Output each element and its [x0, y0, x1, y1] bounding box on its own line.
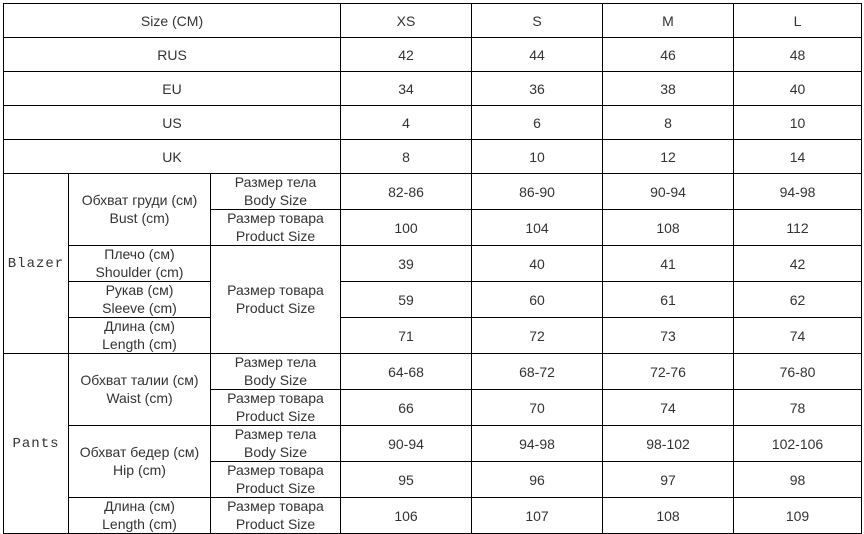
pants-hip-label — [69, 426, 211, 498]
measure-value: 41 — [603, 246, 734, 282]
measure-value: 98-102 — [603, 426, 734, 462]
measure-label-ru: Обхват груди (см) — [81, 192, 198, 209]
conversion-value: 36 — [472, 72, 603, 106]
measure-label-ru: Плечо (см) — [104, 246, 175, 263]
blazer-category-label: Blazer — [4, 174, 69, 354]
size-type-ru: Размер товара — [227, 498, 324, 515]
size-type-en: Body Size — [243, 371, 308, 388]
measure-label-ru: Длина (см) — [104, 318, 175, 335]
measure-value: 106 — [341, 498, 472, 534]
body-size-label — [211, 174, 341, 210]
measure-value: 74 — [734, 318, 862, 354]
blazer-sleeve-label — [69, 282, 211, 318]
size-type-en: Product Size — [235, 479, 316, 496]
conversion-system-label: RUS — [4, 38, 341, 72]
product-size-label — [211, 390, 341, 426]
measure-value: 78 — [734, 390, 862, 426]
measure-label-ru: Длина (см) — [104, 498, 175, 515]
conversion-row-eu — [4, 72, 862, 106]
blazer-length-row — [4, 318, 862, 354]
conversion-value: 38 — [603, 72, 734, 106]
measure-value: 72 — [472, 318, 603, 354]
blazer-bust-body-row — [4, 174, 862, 210]
measure-value: 90-94 — [341, 426, 472, 462]
measure-value: 86-90 — [472, 174, 603, 210]
conversion-value: 12 — [603, 140, 734, 174]
size-type-ru: Размер товара — [227, 462, 324, 479]
pants-category-label: Pants — [4, 354, 69, 534]
measure-value: 72-76 — [603, 354, 734, 390]
size-type-en: Product Size — [235, 515, 316, 532]
blazer-sleeve-row — [4, 282, 862, 318]
measure-value: 108 — [603, 498, 734, 534]
measure-value: 108 — [603, 210, 734, 246]
measure-value: 60 — [472, 282, 603, 318]
measure-value: 98 — [734, 462, 862, 498]
measure-label-en: Bust (cm) — [109, 209, 170, 226]
measure-label-en: Length (cm) — [102, 335, 177, 352]
measure-value: 64-68 — [341, 354, 472, 390]
size-type-ru: Размер тела — [234, 426, 317, 443]
size-chart-table — [3, 3, 862, 534]
measure-value: 100 — [341, 210, 472, 246]
conversion-row-uk — [4, 140, 862, 174]
body-size-label — [211, 426, 341, 462]
conversion-system-label: EU — [4, 72, 341, 106]
measure-value: 107 — [472, 498, 603, 534]
conversion-value: 8 — [341, 140, 472, 174]
conversion-system-label: US — [4, 106, 341, 140]
size-type-ru: Размер тела — [234, 174, 317, 191]
measure-value: 62 — [734, 282, 862, 318]
measure-value: 96 — [472, 462, 603, 498]
blazer-bust-label — [69, 174, 211, 246]
measure-label-en: Shoulder (cm) — [95, 263, 184, 280]
size-type-ru: Размер товара — [227, 390, 324, 407]
conversion-system-label: UK — [4, 140, 341, 174]
conversion-value: 34 — [341, 72, 472, 106]
measure-value: 66 — [341, 390, 472, 426]
conversion-value: 46 — [603, 38, 734, 72]
size-type-en: Product Size — [235, 227, 316, 244]
measure-value: 97 — [603, 462, 734, 498]
product-size-label — [211, 246, 341, 354]
measure-value: 39 — [341, 246, 472, 282]
conversion-value: 40 — [734, 72, 862, 106]
blazer-length-label — [69, 318, 211, 354]
measure-label-ru: Обхват бедер (см) — [79, 444, 200, 461]
measure-value: 42 — [734, 246, 862, 282]
pants-waist-label — [69, 354, 211, 426]
header-row — [4, 4, 862, 38]
size-type-en: Body Size — [243, 443, 308, 460]
conversion-value: 10 — [472, 140, 603, 174]
product-size-label — [211, 462, 341, 498]
measure-value: 94-98 — [472, 426, 603, 462]
blazer-shoulder-row — [4, 246, 862, 282]
size-column-s: S — [472, 4, 603, 38]
size-type-ru: Размер товара — [227, 282, 324, 299]
size-column-xs: XS — [341, 4, 472, 38]
size-column-m: M — [603, 4, 734, 38]
conversion-value: 44 — [472, 38, 603, 72]
product-size-label — [211, 210, 341, 246]
product-size-label — [211, 498, 341, 534]
measure-value: 71 — [341, 318, 472, 354]
pants-waist-body-row — [4, 354, 862, 390]
blazer-shoulder-label — [69, 246, 211, 282]
measure-value: 90-94 — [603, 174, 734, 210]
size-type-en: Product Size — [235, 407, 316, 424]
measure-value: 76-80 — [734, 354, 862, 390]
conversion-value: 42 — [341, 38, 472, 72]
size-type-en: Body Size — [243, 191, 308, 208]
measure-label-ru: Рукав (см) — [105, 282, 174, 299]
measure-value: 61 — [603, 282, 734, 318]
size-column-l: L — [734, 4, 862, 38]
conversion-value: 10 — [734, 106, 862, 140]
measure-label-en: Length (cm) — [102, 515, 177, 532]
conversion-value: 4 — [341, 106, 472, 140]
measure-value: 70 — [472, 390, 603, 426]
conversion-row-us — [4, 106, 862, 140]
conversion-value: 8 — [603, 106, 734, 140]
size-type-ru: Размер товара — [227, 210, 324, 227]
measure-value: 59 — [341, 282, 472, 318]
measure-value: 112 — [734, 210, 862, 246]
measure-value: 74 — [603, 390, 734, 426]
measure-value: 82-86 — [341, 174, 472, 210]
body-size-label — [211, 354, 341, 390]
measure-value: 102-106 — [734, 426, 862, 462]
measure-label-en: Sleeve (cm) — [102, 299, 177, 316]
conversion-value: 14 — [734, 140, 862, 174]
conversion-value: 6 — [472, 106, 603, 140]
pants-length-label — [69, 498, 211, 534]
measure-label-en: Waist (cm) — [106, 389, 173, 406]
measure-label-ru: Обхват талии (см) — [80, 372, 199, 389]
measure-value: 104 — [472, 210, 603, 246]
pants-length-row — [4, 498, 862, 534]
measure-value: 68-72 — [472, 354, 603, 390]
size-unit-label: Size (CM) — [4, 4, 341, 38]
size-type-en: Product Size — [235, 299, 316, 316]
pants-hip-body-row — [4, 426, 862, 462]
measure-label-en: Hip (cm) — [113, 461, 166, 478]
conversion-row-rus — [4, 38, 862, 72]
conversion-value: 48 — [734, 38, 862, 72]
measure-value: 109 — [734, 498, 862, 534]
measure-value: 95 — [341, 462, 472, 498]
measure-value: 40 — [472, 246, 603, 282]
measure-value: 94-98 — [734, 174, 862, 210]
measure-value: 73 — [603, 318, 734, 354]
size-type-ru: Размер тела — [234, 354, 317, 371]
